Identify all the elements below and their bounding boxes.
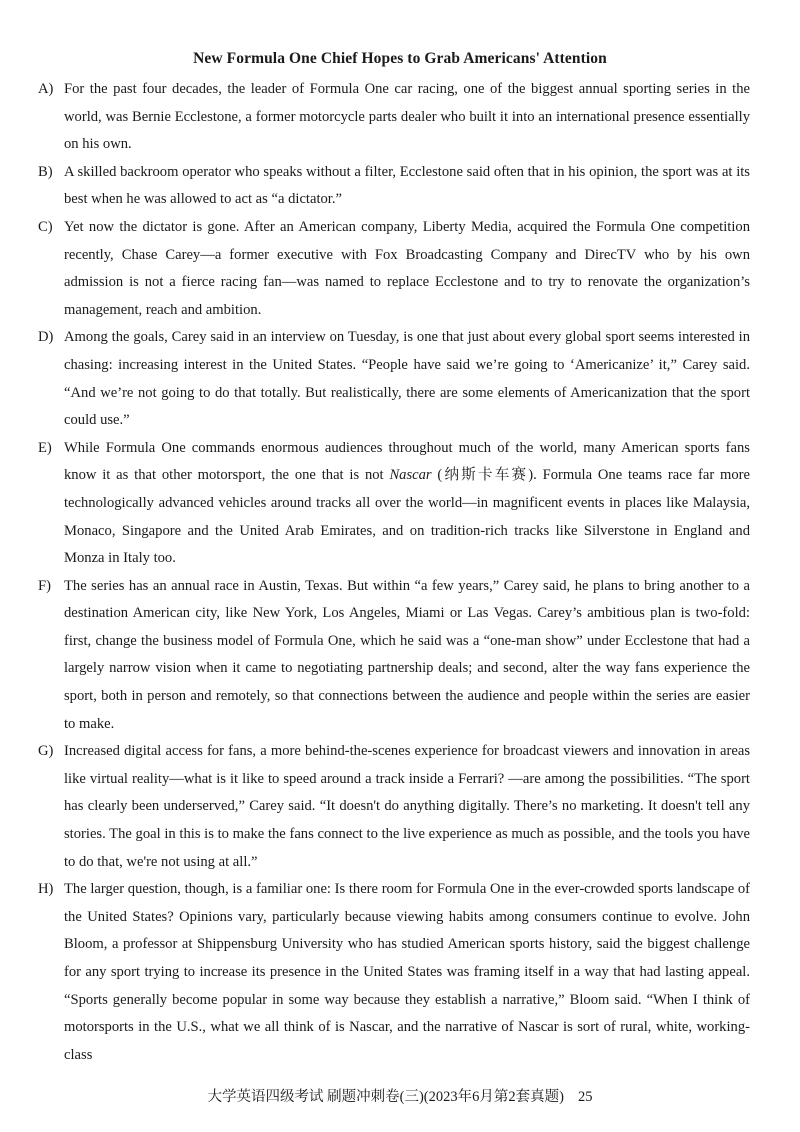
paragraph-letter: A) [38, 81, 54, 97]
paragraph-h [38, 876, 750, 1069]
paragraph-c [38, 214, 750, 324]
paragraph-g [38, 738, 750, 876]
paragraph-text: The larger question, though, is a familiar one: Is there room for Formula One in the ever-crowded sports landscape of the United States? Opinions vary, particularly because viewing habits among consumers continue to evolve. John Bloom, a professor at Shippensburg University who has studied American sports history, said the biggest challenge for any sport trying to increase its presence in the United States was framing itself in a way that had lasting appeal. “Sports generally become popular in some way because they establish a narrative,” Bloom said. “When I think of motorsports in the U.S., what we all think of is Nascar, and the narrative of Nascar is sort of rural, white, working-class [64, 881, 750, 1063]
paragraph-text: A skilled backroom operator who speaks without a filter, Ecclestone said often that in his opinion, the sport was at its best when he was allowed to act as “a dictator.” [64, 163, 750, 208]
paragraph-b [38, 159, 750, 214]
paragraph-letter: D) [38, 329, 54, 346]
page-footer [0, 1085, 800, 1106]
paragraph-f [38, 573, 750, 739]
paragraph-letter: H) [38, 881, 54, 898]
paragraph-text: Increased digital access for fans, a more behind-the-scenes experience for broadcast viewers and innovation in areas like virtual reality—what is it like to speed around a track inside a Ferrari? —are among the possibilities. “The sport has clearly been underserved,” Carey said. “It doesn't do anything digitally. There’s no marketing. It doesn't tell any stories. The goal in this is to make the fans connect to the live experience as much as possible, and the tools you have to do that, we're not using at all.” [64, 743, 750, 870]
page-number: 25 [577, 1089, 593, 1105]
paragraph-letter: B) [38, 163, 53, 180]
paragraph-text: The series has an annual race in Austin, Texas. But within “a few years,” Carey said, he plans to bring another to a destination American city, like New York, Los Angeles, Miami or Las Vegas. Carey’s ambitious plan is two-fold: first, change the business model of Formula One, which he said was a “one-man show” under Ecclestone that had a largely narrow vision when it came to negotiating partnership deals; and second, alter the way fans experience the sport, both in person and remotely, so that connections between the audience and people within the series are easier to make. [64, 577, 750, 732]
paragraph-text-end: (纳斯卡车赛). Formula One teams race far more technologically advanced vehicles around tracks all over the world—in magnificent events in places like Malaysia, Monaco, Singapore and the United Arab Emirates, and on tradition-rich tracks like Silverstone in England and Monza in Italy too. [64, 467, 750, 567]
paragraph-letter: C) [38, 218, 53, 235]
paragraph-d [38, 324, 750, 434]
paragraph-letter: G) [38, 743, 54, 760]
paragraph-letter: E) [38, 439, 52, 456]
paragraph-a [38, 76, 750, 159]
paragraph-text: Among the goals, Carey said in an interview on Tuesday, is one that just about every global sport seems interested in chasing: increasing interest in the United States. “People have said we’re going to ‘Americanize’ it,” Carey said. “And we’re not going to do that totally. But realistically, there are some elements of Americanization that the sport could use.” [64, 329, 750, 429]
paragraph-text: Yet now the dictator is gone. After an American company, Liberty Media, acquired the Formula One competition recently, Chase Carey—a former executive with Fox Broadcasting Company and DirecTV who by his own admission is not a fierce racing fan—was named to replace Ecclestone and to try to renovate the organization’s management, reach and ambition. [64, 218, 750, 318]
footer-exam-title: 大学英语四级考试 刷题冲刺卷(三)(2023年6月第2套真题) [207, 1089, 564, 1105]
article-body [38, 76, 750, 1069]
paragraph-text [64, 435, 750, 573]
paragraph-e [38, 435, 750, 573]
nascar-italic: Nascar [389, 467, 432, 484]
article-title: New Formula One Chief Hopes to Grab Americans' Attention [193, 50, 607, 67]
paragraph-text: For the past four decades, the leader of Formula One car racing, one of the biggest annual sporting series in the world, was Bernie Ecclestone, a former motorcycle parts dealer who built it into an international presence essentially on his own. [64, 81, 750, 153]
paragraph-letter: F) [38, 577, 51, 594]
paragraph-text-start: While Formula One commands enormous audiences throughout much of the world, many American sports fans know it as that other motorsport, the one that is not [64, 439, 750, 484]
